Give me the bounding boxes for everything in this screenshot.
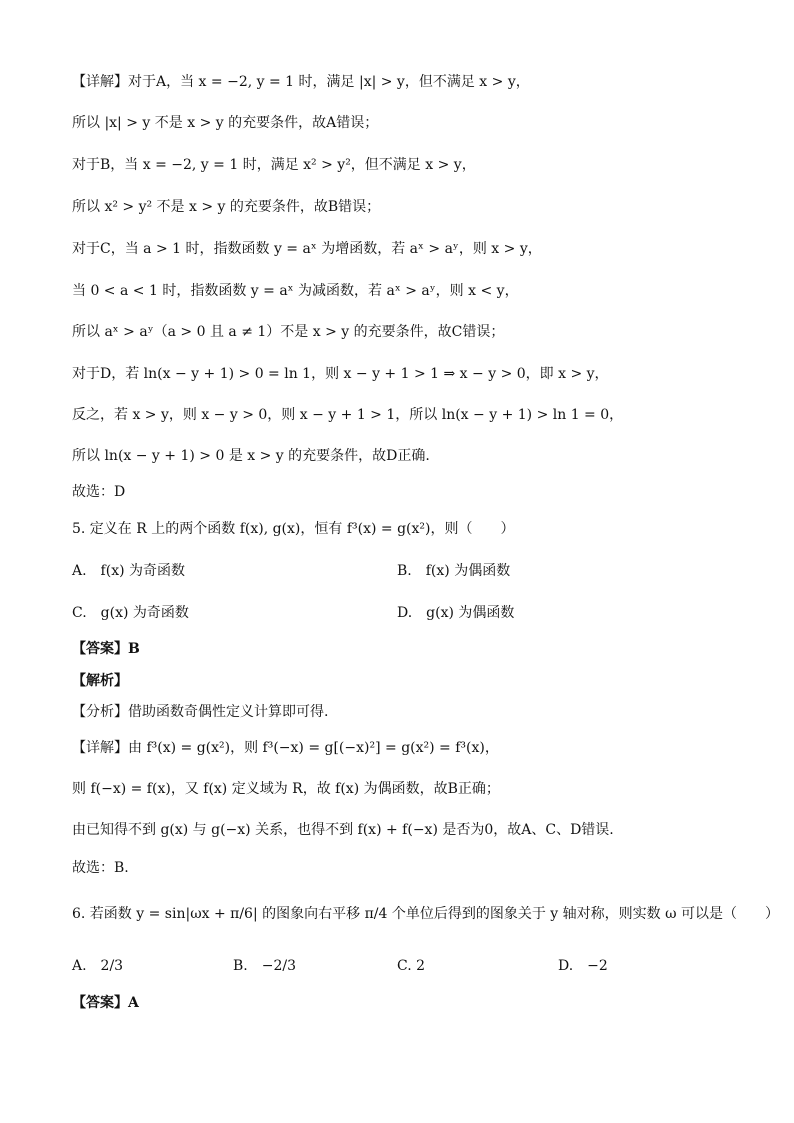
q5-detail-line-1: 【详解】由 f³(x) = g(x²)，则 f³(−x) = g[(−x)²] = g(x²) = f³(x)， [72,740,499,756]
solution-line-10: 所以 ln(x − y + 1) > 0 是 x > y 的充要条件，故D正确. [72,448,430,464]
solution-line-9: 反之，若 x > y，则 x − y > 0，则 x − y + 1 > 1，所以 ln(x − y + 1) > ln 1 = 0， [72,407,624,423]
solution-line-1: 【详解】对于A，当 x = −2, y = 1 时，满足 |x| > y，但不满足 x > y， [72,74,530,90]
question-6-stem: 6. 若函数 y = sin|ωx + π/6| 的图象向右平移 π/4 个单位后得到的图象关于 y 轴对称，则实数 ω 可以是（ ） [72,906,779,922]
q5-answer: 【答案】B [72,641,140,657]
solution-line-8: 对于D，若 ln(x − y + 1) > 0 = ln 1，则 x − y + 1 > 1 ⇒ x − y > 0，即 x > y， [72,366,609,382]
q5-option-d: D. g(x) 为偶函数 [397,605,515,621]
question-5-stem: 5. 定义在 R 上的两个函数 f(x), g(x)，恒有 f³(x) = g(x²)，则（ ） [72,521,515,537]
choice-result: 故选：D [72,484,126,500]
q6-option-a: A. 2/3 [72,958,124,974]
q5-option-b: B. f(x) 为偶函数 [397,563,511,579]
q6-option-b: B. −2/3 [233,958,296,974]
q5-option-a: A. f(x) 为奇函数 [72,563,186,579]
q5-analysis: 【分析】借助函数奇偶性定义计算即可得. [72,704,329,720]
q5-choice: 故选：B. [72,860,129,876]
q6-option-d: D. −2 [558,958,608,974]
q5-detail-line-2: 则 f(−x) = f(x)，又 f(x) 定义域为 R，故 f(x) 为偶函数，故B正确； [72,781,500,797]
solution-line-7: 所以 aˣ > aʸ（a > 0 且 a ≠ 1）不是 x > y 的充要条件，故C错误； [72,324,505,340]
solution-line-2: 所以 |x| > y 不是 x > y 的充要条件，故A错误； [72,115,379,131]
q5-option-c: C. g(x) 为奇函数 [72,605,189,621]
q5-analysis-heading: 【解析】 [72,673,128,689]
solution-line-4: 所以 x² > y² 不是 x > y 的充要条件，故B错误； [72,199,381,215]
solution-line-5: 对于C，当 a > 1 时，指数函数 y = aˣ 为增函数，若 aˣ > aʸ，则 x > y， [72,241,542,257]
q5-detail-line-3: 由已知得不到 g(x) 与 g(−x) 关系，也得不到 f(x) + f(−x) 是否为0，故A、C、D错误. [72,822,614,838]
q6-option-c: C. 2 [397,958,426,974]
solution-line-3: 对于B，当 x = −2, y = 1 时，满足 x² > y²，但不满足 x > y， [72,157,476,173]
q6-answer: 【答案】A [72,995,139,1011]
solution-line-6: 当 0 < a < 1 时，指数函数 y = aˣ 为减函数，若 aˣ > aʸ，则 x < y， [72,283,519,299]
